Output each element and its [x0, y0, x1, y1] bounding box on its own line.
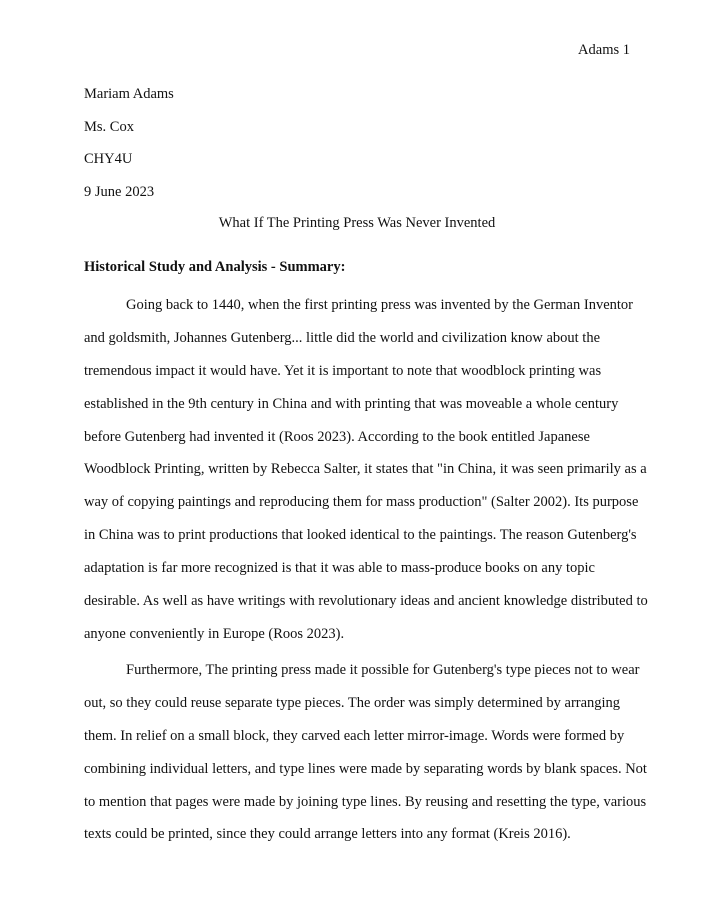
- student-name: Mariam Adams: [84, 86, 174, 102]
- paragraph-line: out, so they could reuse separate type pieces. The order was simply determined by arranging: [84, 694, 621, 711]
- paragraph-line: before Gutenberg had invented it (Roos 2023). According to the book entitled Japanese: [84, 428, 590, 445]
- section-heading: Historical Study and Analysis - Summary:: [84, 259, 346, 275]
- paragraph-line: them. In relief on a small block, they carved each letter mirror-image. Words were formed by: [84, 727, 625, 744]
- mla-heading: [84, 85, 174, 215]
- paragraph-2: [84, 661, 647, 858]
- paragraph-line: combining individual letters, and type lines were made by separating words by blank spaces. Not: [84, 760, 647, 777]
- paragraph-line: anyone conveniently in Europe (Roos 2023).: [84, 625, 345, 642]
- paragraph-line: adaptation is far more recognized is that it was able to mass-produce books on any topic: [84, 560, 595, 577]
- paragraph-line: Furthermore, The printing press made it possible for Gutenberg's type pieces not to wear: [126, 662, 640, 678]
- paragraph-line: desirable. As well as have writings with revolutionary ideas and ancient knowledge distributed to: [84, 593, 648, 610]
- paragraph-line: texts could be printed, since they could arrange letters into any format (Kreis 2016).: [84, 826, 571, 843]
- paragraph-line: way of copying paintings and reproducing them for mass production" (Salter 2002). Its purpose: [84, 494, 639, 511]
- course-code: CHY4U: [84, 151, 133, 167]
- paragraph-line: and goldsmith, Johannes Gutenberg... little did the world and civilization know about the: [84, 329, 601, 346]
- running-head-page-number: Adams 1: [578, 42, 630, 58]
- paragraph-line: to mention that pages were made by joining type lines. By reusing and resetting the type, various: [84, 793, 647, 810]
- paragraph-line: tremendous impact it would have. Yet it is important to note that woodblock printing was: [84, 362, 602, 379]
- paragraph-line: in China was to print productions that looked identical to the paintings. The reason Gutenberg's: [84, 527, 637, 544]
- paragraph-line: established in the 9th century in China and with printing that was moveable a whole century: [84, 395, 619, 412]
- paragraph-line: Woodblock Printing, written by Rebecca Salter, it states that "in China, it was seen primarily as a: [84, 461, 647, 478]
- date: 9 June 2023: [84, 183, 155, 200]
- paragraph-line: Going back to 1440, when the first printing press was invented by the German Inventor: [126, 297, 633, 313]
- paragraph-1: [84, 296, 648, 658]
- teacher-name: Ms. Cox: [84, 118, 134, 135]
- essay-title: What If The Printing Press Was Never Invented: [218, 215, 496, 231]
